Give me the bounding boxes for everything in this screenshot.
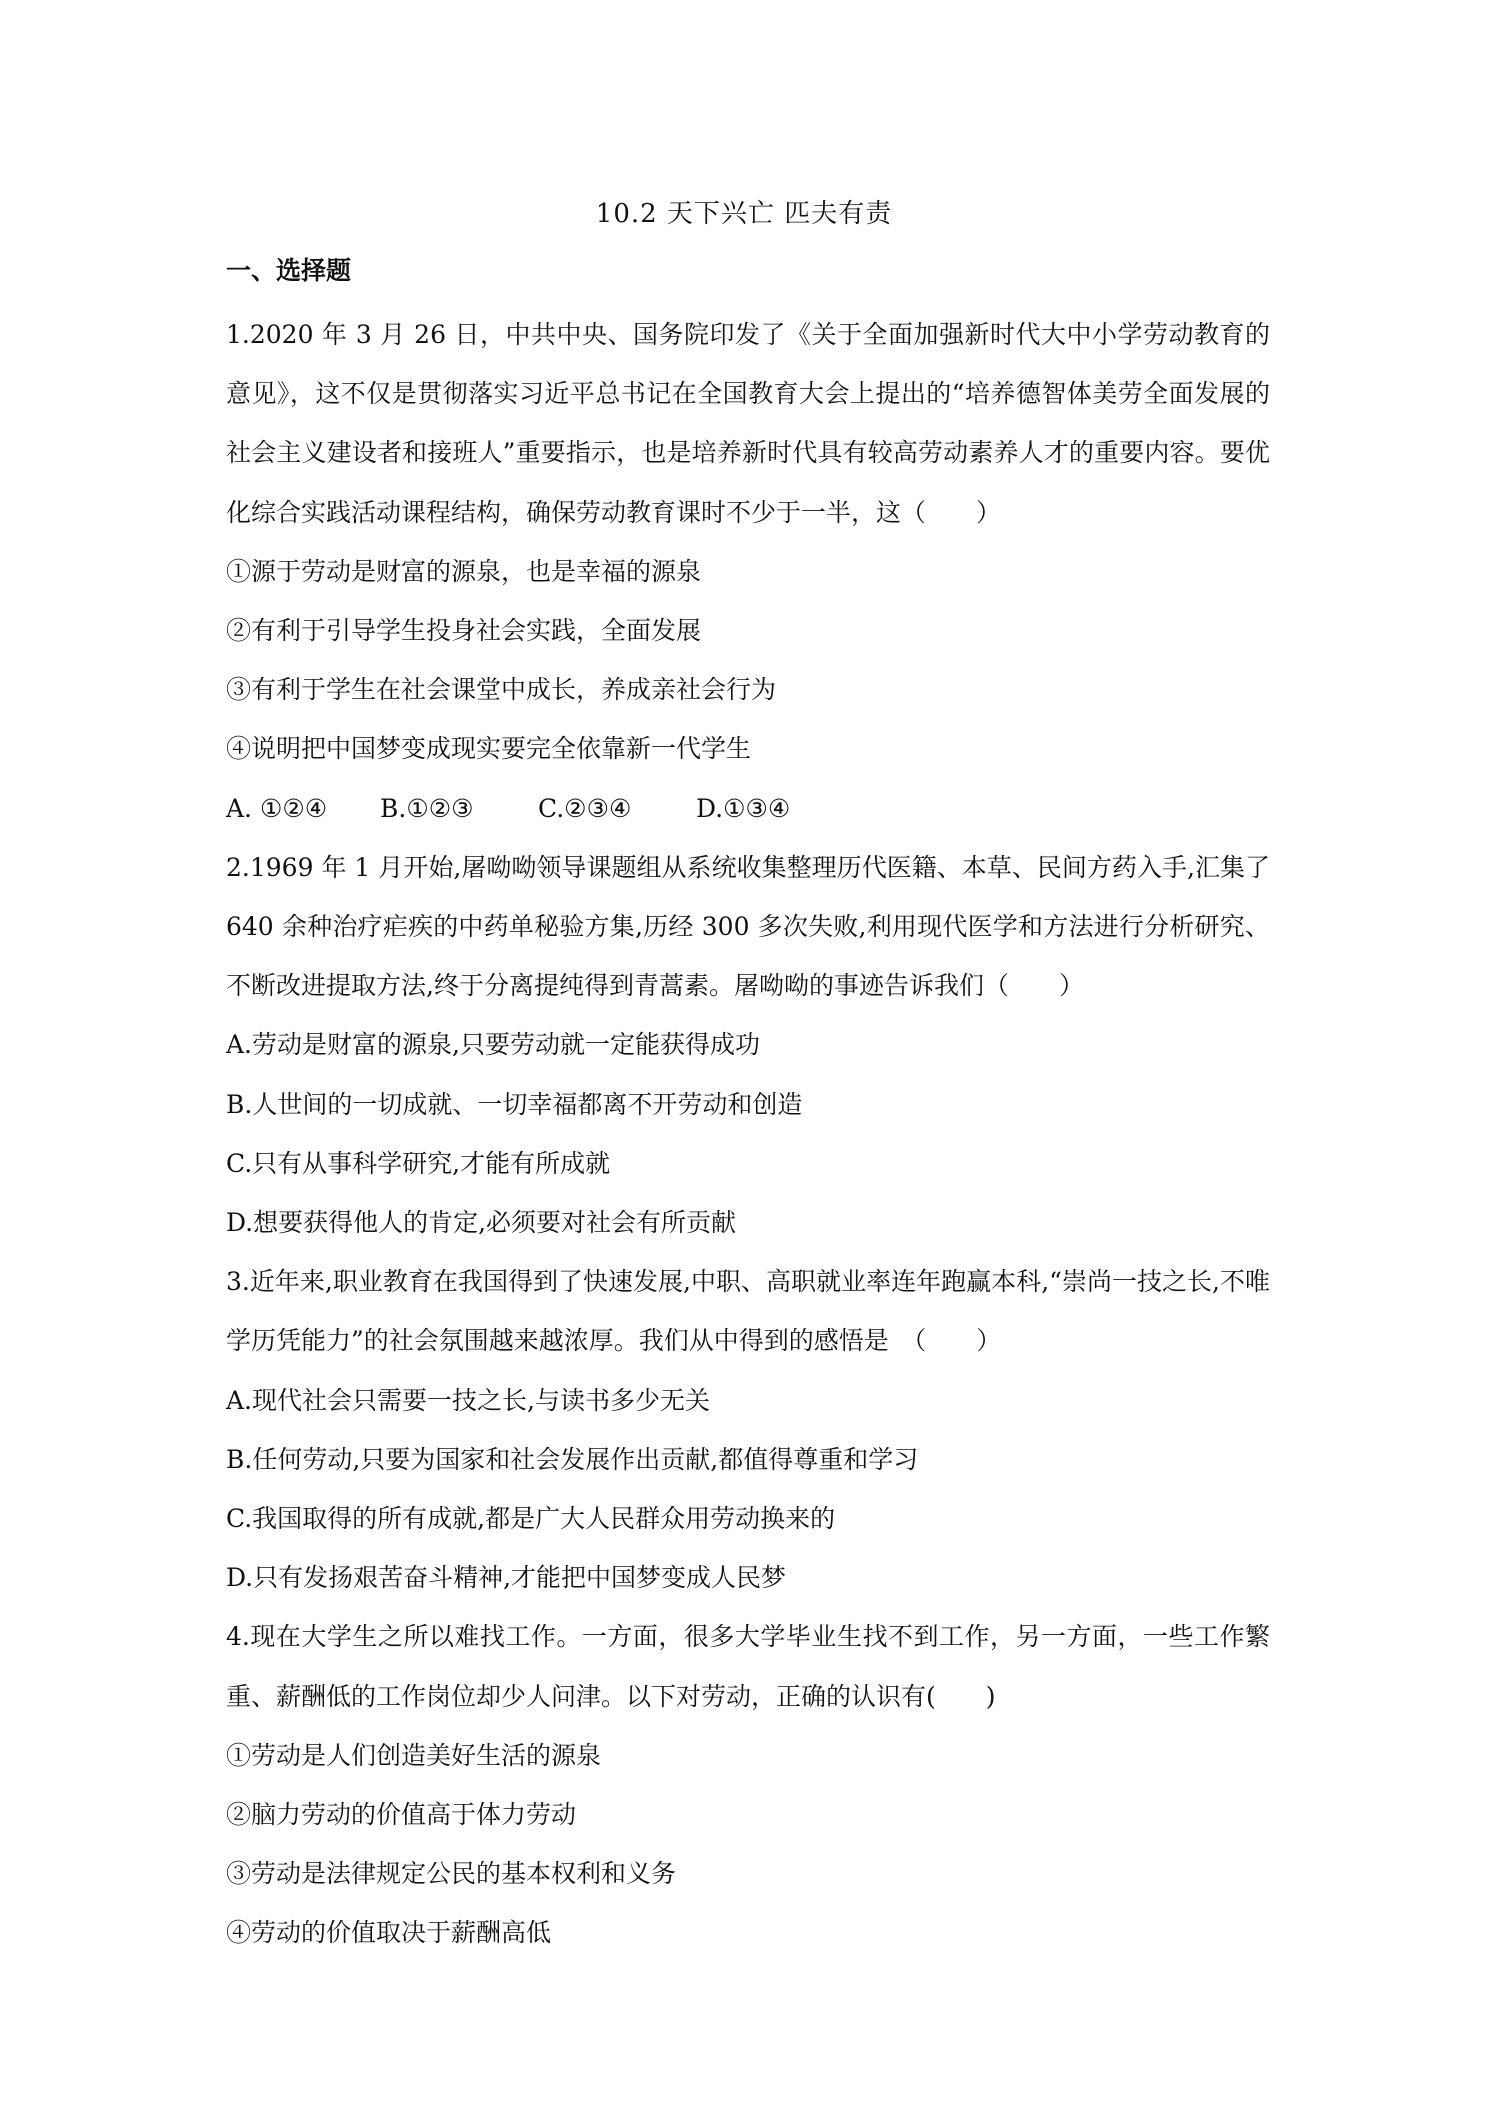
question-3-stem: 3.近年来,职业教育在我国得到了快速发展,中职、高职就业率连年跑赢本科,“崇尚一技之长,不唯学历凭能力”的社会氛围越来越浓厚。我们从中得到的感悟是 （ ）	[226, 1267, 1270, 1356]
question-3-choice-d: D.只有发扬艰苦奋斗精神,才能把中国梦变成人民梦	[226, 1563, 787, 1593]
question-4-statement-3: ③劳动是法律规定公民的基本权利和义务	[226, 1859, 677, 1889]
question-1-option-a: A. ①②④	[226, 793, 328, 823]
question-2-stem: 2.1969 年 1 月开始,屠呦呦领导课题组从系统收集整理历代医籍、本草、民间方药入手,汇集了 640 余种治疗疟疾的中药单秘验方集,历经 300 多次失败,利用现代医学和方法进行分析研究、不断改进提取方法,终于分离提纯得到青蒿素。屠呦呦的事迹告诉我们（ ）	[226, 852, 1270, 1001]
question-1-statement-2: ②有利于引导学生投身社会实践，全面发展	[226, 616, 702, 646]
question-4-statement-4: ④劳动的价值取决于薪酬高低	[226, 1918, 552, 1948]
question-1-option-d: D.①③④	[696, 793, 791, 823]
question-3-choice-b: B.任何劳动,只要为国家和社会发展作出贡献,都值得尊重和学习	[226, 1444, 919, 1474]
question-3-choice-a: A.现代社会只需要一技之长,与读书多少无关	[226, 1385, 710, 1415]
question-1-option-c: C.②③④	[538, 793, 632, 823]
question-2-choice-b: B.人世间的一切成就、一切幸福都离不开劳动和创造	[226, 1089, 803, 1119]
question-1-options	[226, 779, 1270, 838]
question-3-choice-c: C.我国取得的所有成就,都是广大人民群众用劳动换来的	[226, 1504, 836, 1534]
question-4-statement-1: ①劳动是人们创造美好生活的源泉	[226, 1740, 602, 1770]
question-1-statement-1: ①源于劳动是财富的源泉，也是幸福的源泉	[226, 556, 702, 586]
question-1-stem: 1.2020 年 3 月 26 日，中共中央、国务院印发了《关于全面加强新时代大中小学劳动教育的意见》，这不仅是贯彻落实习近平总书记在全国教育大会上提出的“培养德智体美劳全面发展的社会主义建设者和接班人”重要指示，也是培养新时代具有较高劳动素养人才的重要内容。要优化综合实践活动课程结构，确保劳动教育课时不少于一半，这（ ）	[226, 320, 1270, 527]
question-2-choice-c: C.只有从事科学研究,才能有所成就	[226, 1148, 611, 1178]
question-1-option-b: B.①②③	[380, 793, 474, 823]
document-title: 10.2 天下兴亡 匹夫有责	[595, 199, 893, 229]
questions-body	[226, 305, 1270, 1963]
question-4-statement-2: ②脑力劳动的价值高于体力劳动	[226, 1800, 577, 1830]
question-2-choice-d: D.想要获得他人的肯定,必须要对社会有所贡献	[226, 1208, 737, 1238]
question-4-stem: 4.现在大学生之所以难找工作。一方面，很多大学毕业生找不到工作，另一方面，一些工作繁重、薪酬低的工作岗位却少人问津。以下对劳动，正确的认识有( )	[226, 1622, 1270, 1711]
question-1-statement-4: ④说明把中国梦变成现实要完全依靠新一代学生	[226, 734, 752, 764]
question-2-choice-a: A.劳动是财富的源泉,只要劳动就一定能获得成功	[226, 1030, 760, 1060]
question-1-statement-3: ③有利于学生在社会课堂中成长，养成亲社会行为	[226, 675, 777, 705]
section-heading: 一、选择题	[226, 256, 352, 285]
